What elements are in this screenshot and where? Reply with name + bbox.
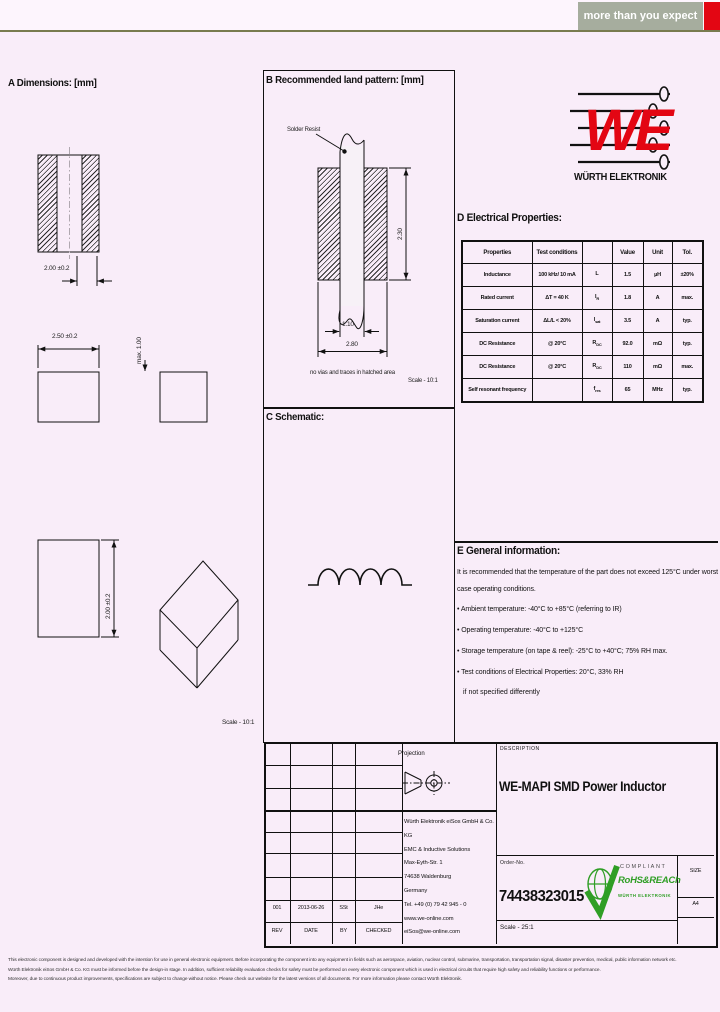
isometric-view — [160, 561, 238, 688]
order-number-label: Order-No. — [500, 860, 525, 866]
cell-tol: typ. — [672, 310, 703, 333]
address-email: eiSos@we-online.com — [404, 929, 460, 936]
land-pattern-drawing — [316, 134, 411, 357]
dimension-drawing-side-view — [145, 360, 207, 422]
title-block-grid-line — [290, 742, 291, 944]
cell-property: DC Resistance — [462, 333, 532, 356]
dimension-drawing-front-view — [38, 540, 119, 637]
table-row — [462, 264, 703, 287]
cell-tol: typ. — [672, 379, 703, 403]
title-block-grid-line — [264, 922, 402, 923]
title-block-grid-line — [264, 900, 402, 901]
cell-value: 92.0 — [612, 333, 643, 356]
rev-label: REV — [271, 928, 283, 934]
info-bullet: • Ambient temperature: -40°C to +85°C (referring to IR) — [457, 606, 622, 613]
symbol-sub: res — [595, 388, 601, 394]
cell-tol: max. — [672, 356, 703, 379]
cell-value: 65 — [612, 379, 643, 403]
land-pattern-note: no vias and traces in hatched area — [310, 370, 395, 376]
cell-symbol — [582, 379, 612, 403]
cell-unit: mΩ — [643, 333, 672, 356]
cell-value: 1.5 — [612, 264, 643, 287]
size-box-line — [677, 917, 714, 918]
company-address — [404, 816, 496, 940]
title-block-grid-line — [264, 877, 402, 878]
col-properties: Properties — [462, 241, 532, 264]
address-line: 74638 Waldenburg — [404, 874, 452, 881]
col-value: Value — [612, 241, 643, 264]
by-value: SSt — [339, 905, 348, 911]
cell-property: Inductance — [462, 264, 532, 287]
title-block-grid-line — [496, 855, 714, 856]
checked-value: JHe — [373, 905, 384, 911]
title-block-divider — [496, 742, 497, 944]
table-row — [462, 356, 703, 379]
general-info-intro: It is recommended that the temperature of the part does not exceed 125°C under worst case operating conditions. — [457, 569, 718, 593]
col-conditions: Test conditions — [532, 241, 582, 264]
section-e-title: E General information: — [457, 545, 561, 557]
cell-conditions: ΔL/L < 20% — [532, 310, 582, 333]
section-b-title: B Recommended land pattern: [mm] — [266, 74, 424, 86]
title-block-grid-line — [332, 742, 333, 944]
title-block-grid-line — [402, 742, 403, 944]
by-label: BY — [340, 928, 347, 934]
disclaimer-line: Moreover, due to continuous product improvements, specifications are subject to change without notice. Please check our website for the latest versions of all documents. For more information please contact Würth Elektronik. — [8, 977, 462, 982]
section-b-scale: Scale - 10:1 — [408, 378, 438, 384]
size-label: SIZE — [689, 868, 702, 874]
address-line: Germany — [404, 887, 428, 894]
cell-conditions: @ 20°C — [532, 356, 582, 379]
cell-tol: ±20% — [672, 264, 703, 287]
dim-side-label: 2.00 ±0.2 — [105, 593, 112, 619]
disclaimer-line: This electronic component is designed and developed with the intention for use in general electronic equipment. Before incorporating the component into any equipment in fields such as aerospace, aviation, nuclear control, submarine, transportation, transportation signal, disaster prevention, medical, public information network etc. — [8, 958, 677, 963]
symbol-main: R — [592, 363, 597, 370]
wuerth-logo-icon — [570, 87, 676, 169]
info-bullet: • Storage temperature (on tape & reel): -25°C to +40°C; 75% RH max. — [457, 648, 668, 655]
inductor-symbol — [308, 569, 412, 585]
rohs-brand-label: WÜRTH ELEKTRONIK — [618, 893, 672, 898]
col-unit: Unit — [643, 241, 672, 264]
info-bullet-note: if not specified differently — [463, 689, 540, 696]
part-description: WE-MAPI SMD Power Inductor — [499, 779, 666, 794]
dim-pad-length-label: 2.30 — [397, 228, 404, 240]
dim-core-label: 2.00 ±0.2 — [44, 265, 70, 272]
solder-resist-callout: Solder Resist — [287, 127, 321, 133]
footer-disclaimer — [8, 956, 714, 985]
symbol-sub: sat — [595, 319, 601, 325]
disclaimer-line: Würth Elektronik eiSos GmbH & Co. KG must be informed before the design-in stage. In addition, sufficient reliability evaluation checks for safety must be performed on every electronic component which is used in electrical circuits that require high safety and reliability functions or performance. — [8, 967, 601, 973]
size-value: A4 — [692, 901, 699, 907]
cell-conditions: 100 kHz/ 10 mA — [532, 264, 582, 287]
address-line: Max-Eyth-Str. 1 — [404, 860, 443, 867]
section-a-title: A Dimensions: [mm] — [8, 77, 97, 89]
cell-property: Self resonant frequency — [462, 379, 532, 403]
rohs-reach-label: RoHS&REACh — [618, 875, 681, 886]
info-bullet: • Test conditions of Electrical Properties: 20°C, 33% RH — [457, 669, 623, 676]
cell-symbol — [582, 264, 612, 287]
section-d-title: D Electrical Properties: — [457, 212, 562, 224]
dim-total-width-label: 2.80 — [346, 341, 358, 348]
title-block-grid-line — [264, 765, 402, 766]
symbol-main: I — [593, 317, 596, 324]
cell-unit: mΩ — [643, 356, 672, 379]
size-box-line — [677, 897, 714, 898]
col-tol: Tol. — [672, 241, 703, 264]
symbol-main: f — [593, 386, 596, 393]
description-label: DESCRIPTION — [500, 746, 540, 752]
col-symbol — [582, 241, 612, 264]
cell-unit: A — [643, 287, 672, 310]
dim-height-label: max. 1.00 — [136, 337, 143, 364]
cell-tol: typ. — [672, 333, 703, 356]
cell-value: 1.8 — [612, 287, 643, 310]
address-line: Tel. +49 (0) 79 42 945 - 0 — [404, 901, 467, 908]
cell-conditions: ΔT = 40 K — [532, 287, 582, 310]
cell-value: 3.5 — [612, 310, 643, 333]
wuerth-wordmark: WÜRTH ELEKTRONIK — [574, 171, 667, 183]
projection-label: Projection — [398, 751, 425, 757]
order-number: 74438323015 — [499, 888, 584, 905]
table-row — [462, 287, 703, 310]
table-row — [462, 310, 703, 333]
cell-symbol — [582, 333, 612, 356]
cell-value: 110 — [612, 356, 643, 379]
cell-conditions: @ 20°C — [532, 333, 582, 356]
cell-unit: µH — [643, 264, 672, 287]
cell-symbol — [582, 310, 612, 333]
rohs-compliant-label: COMPLIANT — [620, 864, 667, 870]
symbol-main: L — [595, 271, 599, 278]
title-block-grid-line — [264, 810, 496, 812]
symbol-main: I — [594, 294, 597, 301]
address-line: Würth Elektronik eiSos GmbH & Co. KG — [404, 819, 494, 839]
cell-property: Rated current — [462, 287, 532, 310]
table-row — [462, 379, 703, 403]
dim-width-label: 2.50 ±0.2 — [52, 333, 78, 340]
title-block-grid-line — [264, 788, 402, 789]
date-label: DATE — [304, 928, 318, 934]
checked-label: CHECKED — [365, 928, 392, 934]
title-block-scale: Scale - 25:1 — [500, 924, 534, 931]
title-block-grid-line — [264, 853, 402, 854]
symbol-sub: DC — [596, 365, 602, 371]
table-row — [462, 333, 703, 356]
cell-unit: MHz — [643, 379, 672, 403]
date-value: 2013-06-26 — [297, 905, 325, 911]
cell-conditions — [532, 379, 582, 403]
cell-symbol — [582, 287, 612, 310]
electrical-properties-table — [461, 240, 704, 403]
cell-tol: max. — [672, 287, 703, 310]
symbol-sub: R — [596, 296, 600, 302]
cell-symbol — [582, 356, 612, 379]
dim-gap-label: 1.10 — [342, 321, 354, 328]
info-bullet: • Operating temperature: -40°C to +125°C — [457, 627, 583, 634]
section-a-scale: Scale - 10:1 — [222, 719, 255, 726]
title-block-grid-line — [496, 920, 677, 921]
symbol-main: R — [592, 340, 597, 347]
cell-property: Saturation current — [462, 310, 532, 333]
tagline-banner: more than you expect — [578, 2, 703, 30]
title-block-grid-line — [355, 742, 356, 944]
title-block-grid-line — [264, 832, 402, 833]
symbol-sub: DC — [596, 342, 602, 348]
rev-value: 001 — [272, 905, 282, 911]
dimension-drawing-top-view — [38, 345, 99, 422]
section-c-title: C Schematic: — [266, 411, 324, 423]
address-link: www.we-online.com — [404, 915, 454, 922]
cell-property: DC Resistance — [462, 356, 532, 379]
table-header-row — [462, 241, 703, 264]
cell-unit: A — [643, 310, 672, 333]
address-line: EMC & Inductive Solutions — [404, 846, 471, 853]
we-monogram: WE — [584, 98, 670, 163]
